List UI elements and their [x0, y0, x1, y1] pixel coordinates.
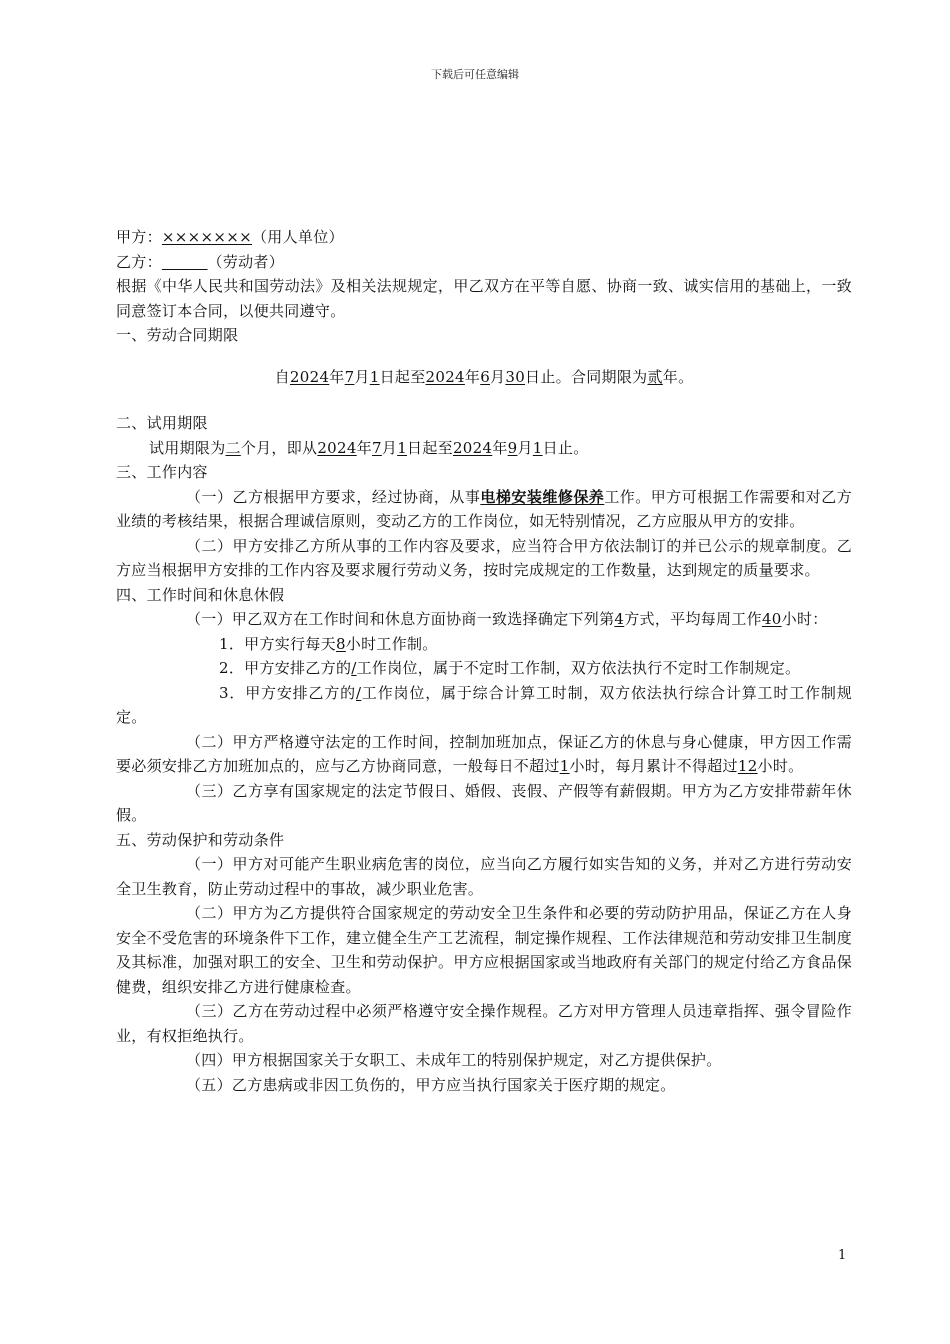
work-hours-item-3: 3．甲方安排乙方的/工作岗位，属于综合计算工时制，双方依法执行综合计算工时工作制规定。: [116, 683, 852, 726]
page-number: 1: [838, 1248, 847, 1263]
work-hours-item-1: 1．甲方实行每天8小时工作制。: [219, 634, 438, 653]
section-1-title: 一、劳动合同期限: [116, 326, 239, 344]
work-hours-paragraph-2: （二）甲方严格遵守法定的工作时间，控制加班加点，保证乙方的休息与身心健康，甲方因工作需要必须安排乙方加班加点的，应与乙方协商同意，一般每日不超过1小时，每月累计不得超过12小时。: [116, 732, 852, 775]
protection-paragraph-2: （二）甲方为乙方提供符合国家规定的劳动安全卫生条件和必要的劳动防护用品，保证乙方在人身安全不受危害的环境条件下工作，建立健全生产工艺流程，制定操作规程、工作法律规范和劳动安排卫生制度及其标准，加强对职工的安全、卫生和劳动保护。甲方应根据国家或当地政府有关部门的规定付给乙方食品保健费，组织安排乙方进行健康检查。: [116, 904, 852, 996]
section-4-title: 四、工作时间和休息休假: [116, 585, 285, 604]
party-b-line: 乙方： （劳动者）: [116, 252, 285, 271]
probation-period: 试用期限为二个月，即从2024年7月1日起至2024年9月1日止。: [149, 438, 589, 457]
section-2-title: 二、试用期限: [116, 414, 208, 432]
work-hours-paragraph-3: （三）乙方享有国家规定的法定节假日、婚假、丧假、产假等有薪假期。甲方为乙方安排带薪年休假。: [116, 781, 852, 824]
section-5-title: 五、劳动保护和劳动条件: [116, 830, 285, 849]
section-3-title: 三、工作内容: [116, 463, 208, 481]
protection-paragraph-3: （三）乙方在劳动过程中必须严格遵守安全操作规程。乙方对甲方管理人员违章指挥、强令冒险作业，有权拒绝执行。: [116, 1002, 852, 1045]
work-hours-item-2: 2．甲方安排乙方的/工作岗位，属于不定时工作制，双方依法执行不定时工作制规定。: [219, 659, 801, 677]
contract-period: 自2024年7月1日起至2024年6月30日止。合同期限为贰年。: [274, 367, 694, 386]
party-a-line: 甲方：×××××××（用人单位）: [116, 228, 344, 246]
party-b-name: [162, 253, 208, 271]
contract-body: [116, 225, 852, 1097]
job-title: 电梯安装维修保养: [480, 487, 605, 506]
protection-paragraph-1: （一）甲方对可能产生职业病危害的岗位，应当向乙方履行如实告知的义务，并对乙方进行劳动安全卫生教育，防止劳动过程中的事故，减少职业危害。: [116, 855, 852, 898]
work-content-paragraph-2: （二）甲方安排乙方所从事的工作内容及要求，应当符合甲方依法制订的并已公示的规章制度。乙方应当根据甲方安排的工作内容及要求履行劳动义务，按时完成规定的工作数量，达到规定的质量要求。: [116, 536, 852, 579]
party-a-name: ×××××××: [161, 228, 252, 246]
work-hours-paragraph-1: （一）甲乙双方在工作时间和休息方面协商一致选择确定下列第4方式，平均每周工作40小时：: [186, 610, 828, 628]
page-header: 下载后可任意编辑: [431, 68, 519, 81]
intro-paragraph: 根据《中华人民共和国劳动法》及相关法规规定，甲乙双方在平等自愿、协商一致、诚实信用的基础上，一致同意签订本合同，以便共同遵守。: [116, 277, 852, 320]
protection-paragraph-4: （四）甲方根据国家关于女职工、未成年工的特别保护规定，对乙方提供保护。: [186, 1051, 722, 1069]
protection-paragraph-5: （五）乙方患病或非因工负伤的，甲方应当执行国家关于医疗期的规定。: [186, 1075, 676, 1094]
work-content-paragraph-1: （一）乙方根据甲方要求，经过协商，从事电梯安装维修保养工作。甲方可根据工作需要和对乙方业绩的考核结果，根据合理诚信原则，变动乙方的工作岗位，如无特别情况，乙方应服从甲方的安排。: [116, 487, 852, 530]
